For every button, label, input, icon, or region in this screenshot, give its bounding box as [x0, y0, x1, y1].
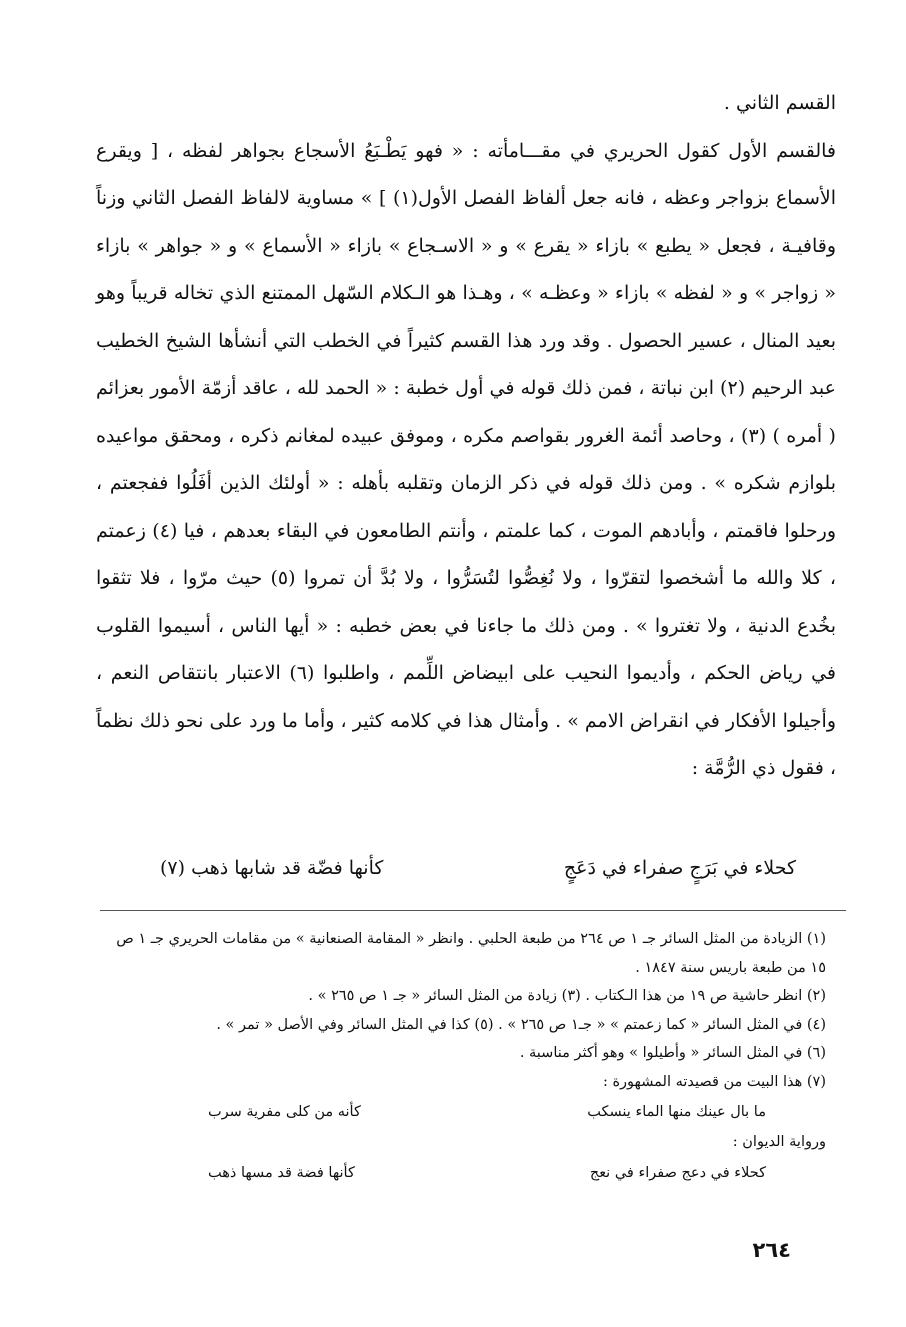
footnote-verse-2-second: كأنها فضة قد مسها ذهب: [208, 1164, 355, 1181]
main-text: [96, 80, 836, 793]
footnote-6: (٦) في المثل السائر « وأطيلوا » وهو أكثر مناسبة .: [519, 1045, 826, 1061]
page-number: ٢٦٤: [752, 1238, 791, 1262]
main-paragraph: فالقسم الأول كقول الحريري في مقـــامأته : « فهو يَطْـبَعُ الأسجاع بجواهر لفظه ، [ ويقرع الأسماع بزواجر وعظه ، فانه جعل ألفاظ الفصل الأول(١) ] » مساوية لالفاظ الفصل الثاني وزناً وقافيـة ، فجعل « يطبع » بازاء « يقرع » و « الاسـجاع » بازاء « الأسماع » و « جواهر » بازاء « زواجر » و « لفظه » بازاء « وعظـه » ، وهـذا هو الـكلام السّهل الممتنع الذي تخاله قريباً وهو بعيد المنال ، عسير الحصول . وقد ورد هذا القسم كثيراً في الخطب التي أنشأها الشيخ الخطيب عبد الرحيم (٢) ابن نباتة ، فمن ذلك قوله في أول خطبة : « الحمد لله ، عاقد أزمّة الأمور بعزائم ( أمره ) (٣) ، وحاصد أئمة الغرور بقواصم مكره ، وموفق عبيده لمغانم ذكره ، ومحقق مواعيده بلوازم شكره » . ومن ذلك قوله في ذكر الزمان وتقلبه بأهله : « أولئك الذين أفَلُوا ففجعتم ، ورحلوا فاقمتم ، وأبادهم الموت ، كما علمتم ، وأنتم الطامعون في البقاء بعدهم ، فيا (٤) زعمتم ، كلا والله ما أشخصوا لتقرّوا ، ولا نُغِصُّوا لتُسَرُّوا ، ولا بُدَّ أن تمروا (٥) حيث مرّوا ، فلا تثقوا بخُدع الدنية ، ولا تغتروا » . ومن ذلك ما جاءنا في بعض خطبه : « أيها الناس ، أسيموا القلوب في رياض الحكم ، وأديموا النحيب على ابيضاض اللِّمم ، واطلبوا (٦) الاعتبار بانتقاص النعم ، وأجيلوا الأفكار في انقراض الامم » . وأمثال هذا في كلامه كثير ، وأما ما ورد على نحو ذلك نظماً ، فقول ذي الرُّمَّة :: [96, 139, 836, 779]
verse-hemistich-first: كحلاء في بَرَجٍ صفراء في دَعَجٍ: [563, 857, 796, 879]
diwan-label: ورواية الديوان :: [732, 1134, 826, 1150]
footnotes: [98, 925, 826, 1189]
footnote-verse-1-first: ما بال عينك منها الماء ينسكب: [587, 1104, 766, 1120]
footnote-verse-1: [98, 1096, 826, 1128]
footnote-4-5: (٤) في المثل السائر « كما زعمتم » « جـ١ ص ٢٦٥ » . (٥) كذا في المثل السائر وفي الأصل « تمر » .: [216, 1016, 826, 1033]
poem-verse: [160, 848, 796, 888]
section-line: القسم الثاني .: [723, 92, 836, 114]
footnote-verse-2: [98, 1157, 826, 1189]
footnote-1: (١) الزيادة من المثل السائر جـ ١ ص ٢٦٤ من طبعة الحلبي . وانظر « المقامة الصنعانية » من مقامات الحريري جـ ١ ص ١٥ من طبعة باريس سنة ١٨٤٧ .: [116, 931, 826, 976]
footnote-2-3: (٢) انظر حاشية ص ١٩ من هذا الـكتاب . (٣) زيادة من المثل السائر « جـ ١ ص ٢٦٥ » .: [308, 988, 826, 1004]
footnote-verse-2-first: كحلاء في دعج صفراء في نعج: [589, 1164, 766, 1181]
footnote-7: (٧) هذا البيت من قصيدته المشهورة :: [602, 1073, 826, 1090]
verse-hemistich-second: كأنها فضّة قد شابها ذهب (٧): [160, 857, 384, 879]
footnote-divider: [100, 910, 846, 911]
footnote-verse-1-second: كأنه من كلى مفرية سرب: [208, 1104, 361, 1120]
